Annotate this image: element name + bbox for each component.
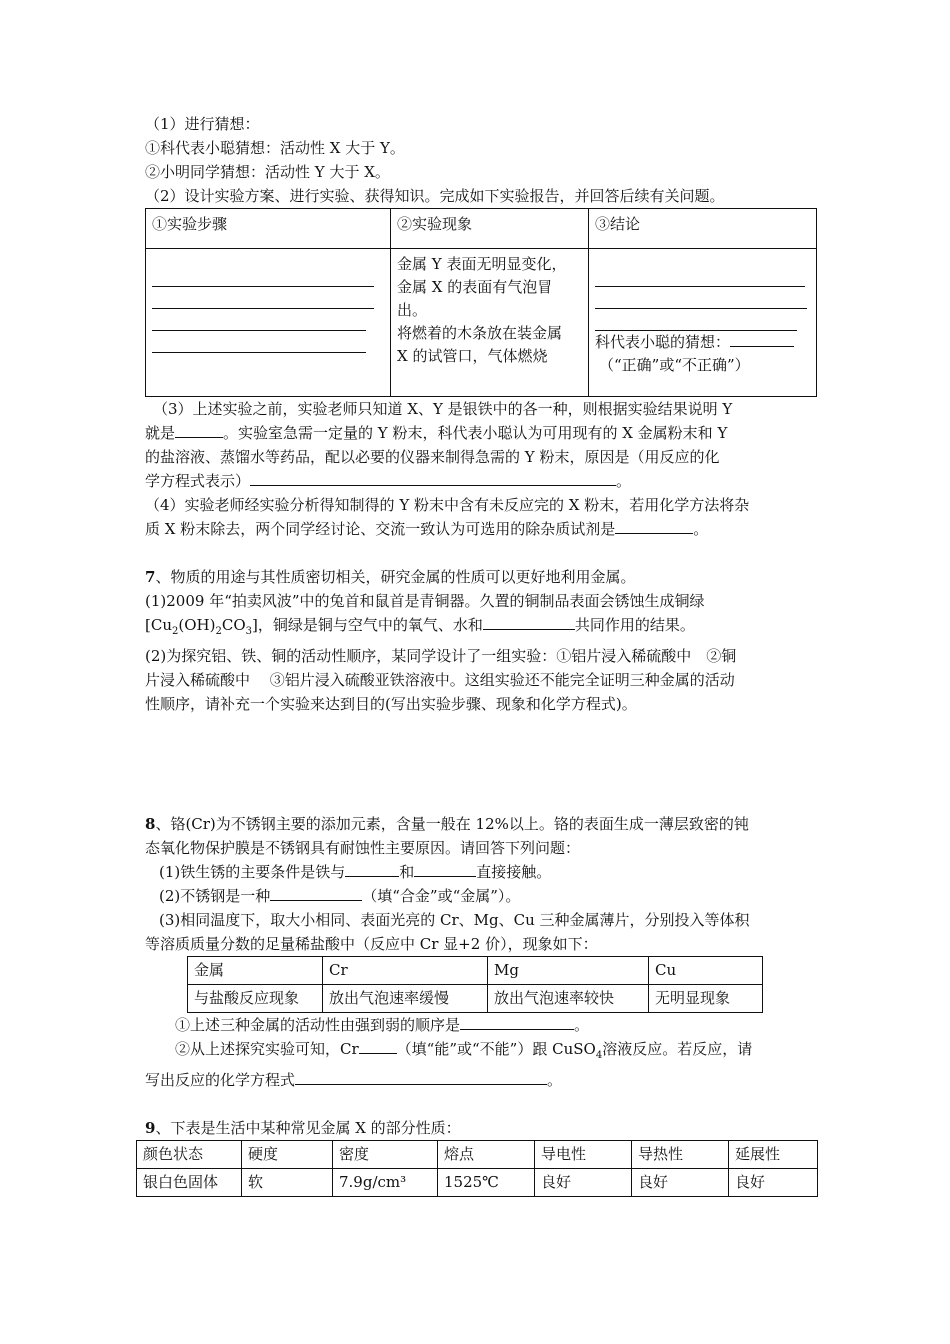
answer-blank[interactable] (175, 422, 223, 438)
table-cell: 放出气泡速率较快 (488, 985, 649, 1013)
formula: [Cu (145, 616, 172, 634)
answer-blank[interactable] (730, 331, 794, 347)
text: （填“能”或“不能”）跟 CuSO (396, 1040, 596, 1058)
answer-blank[interactable] (414, 861, 476, 877)
question-number: 9 (145, 1119, 156, 1137)
table-header-cell: Cu (649, 957, 763, 985)
q8-line-5: (3)相同温度下，取大小相同、表面光亮的 Cr、Mg、Cu 三种金属薄片，分别投入等体积 (159, 911, 750, 929)
formula: (OH) (178, 616, 216, 634)
formula: CO (221, 616, 246, 634)
table-cell: 良好 (632, 1169, 729, 1197)
q7-line-6: 性顺序，请补充一个实验来达到目的(写出实验步骤、现象和化学方程式)。 (145, 695, 637, 713)
text: 共同作用的结果。 (574, 616, 695, 634)
conclusion-options: （“正确”或“不正确”） (599, 356, 750, 374)
phenomenon-line: 金属 X 的表面有气泡冒 (397, 278, 553, 296)
text: ②从上述探究实验可知，Cr (175, 1040, 359, 1058)
part4-line-2 (145, 517, 815, 541)
text: 。 (616, 472, 632, 490)
table-header-cell: 硬度 (242, 1141, 333, 1169)
answer-space[interactable] (145, 716, 815, 812)
text: (2)不锈钢是一种 (159, 887, 271, 905)
phenomenon-line: X 的试管口，气体燃烧 (397, 347, 548, 365)
col-phenomenon-header: ②实验现象 (391, 209, 589, 249)
table-cell: 良好 (535, 1169, 632, 1197)
text: 就是 (145, 424, 176, 442)
answer-blank[interactable] (615, 518, 693, 534)
part4-line-1: （4）实验老师经实验分析得知制得的 Y 粉末中含有未反应完的 X 粉末，若用化学方法将杂 (145, 496, 750, 514)
table-header-cell: 密度 (333, 1141, 438, 1169)
table-header-cell: 导热性 (632, 1141, 729, 1169)
table-header-cell: 颜色状态 (137, 1141, 242, 1169)
guess-heading: （1）进行猜想： (145, 115, 260, 133)
table-cell: 7.9g/cm³ (333, 1169, 438, 1197)
metal-properties-table (136, 1140, 818, 1197)
q8-line-7 (145, 1013, 815, 1037)
table-header-cell: 延展性 (729, 1141, 818, 1169)
table-cell: 软 (242, 1169, 333, 1197)
text: 、铬(Cr)为不锈钢主要的添加元素，含量一般在 12%以上。铬的表面生成一薄层致密的钝 (155, 815, 749, 833)
part3-line-4 (145, 469, 815, 493)
text: 。 (574, 1016, 590, 1034)
subscript: 4 (595, 1050, 603, 1061)
col-conclusion-header: ③结论 (589, 209, 817, 249)
q8-title (145, 812, 815, 836)
text: 直接接触。 (476, 863, 552, 881)
q8-line-6: 等溶质质量分数的足量稀盐酸中（反应中 Cr 显+2 价），现象如下： (145, 935, 598, 953)
phenomenon-cell (391, 249, 589, 397)
text: (1)铁生锈的主要条件是铁与 (159, 863, 346, 881)
q8-line-9 (145, 1068, 815, 1092)
phenomenon-line: 出。 (397, 301, 428, 319)
text: ]，铜绿是铜与空气中的氧气、水和 (252, 616, 483, 634)
experiment-report-table (145, 208, 817, 397)
design-heading: （2）设计实验方案、进行实验、获得知识。完成如下实验报告，并回答后续有关问题。 (145, 187, 725, 205)
answer-blank[interactable] (483, 614, 575, 630)
subscript: 2 (172, 626, 179, 637)
answer-blank[interactable] (345, 861, 399, 877)
table-cell: 与盐酸反应现象 (188, 985, 323, 1013)
text: 。实验室急需一定量的 Y 粉末，科代表小聪认为可用现有的 X 金属粉末和 Y (223, 424, 728, 442)
text: 、下表是生活中某种常见金属 X 的部分性质： (155, 1119, 461, 1137)
text: 和 (399, 863, 415, 881)
answer-blank[interactable] (270, 885, 362, 901)
answer-blank[interactable] (460, 1014, 574, 1030)
guess-2: ②小明同学猜想：活动性 Y 大于 X。 (145, 163, 390, 181)
phenomenon-line: 将燃着的木条放在装金属 (397, 324, 563, 342)
table-header-cell: 熔点 (438, 1141, 535, 1169)
metal-reaction-table (187, 956, 763, 1013)
text: 学方程式表示） (145, 472, 251, 490)
steps-cell[interactable] (146, 249, 391, 397)
conclusion-cell[interactable] (589, 249, 817, 397)
text: 。 (693, 520, 709, 538)
q7-line-4: (2)为探究铝、铁、铜的活动性顺序，某同学设计了一组实验：①铝片浸入稀硫酸中 ②铜 (145, 647, 737, 665)
q8-line-4 (145, 884, 815, 908)
subscript: 2 (215, 626, 222, 637)
text: 质 X 粉末除去，两个同学经讨论、交流一致认为可选用的除杂质试剂是 (145, 520, 616, 538)
text: ①上述三种金属的活动性由强到弱的顺序是 (175, 1016, 461, 1034)
table-header-cell: 金属 (188, 957, 323, 985)
table-cell: 良好 (729, 1169, 818, 1197)
subscript: 3 (245, 626, 252, 637)
phenomenon-line: 金属 Y 表面无明显变化， (397, 255, 567, 273)
guess-1: ①科代表小聪猜想：活动性 X 大于 Y。 (145, 139, 405, 157)
q8-line-8 (145, 1037, 815, 1068)
part3-line-3: 的盐溶液、蒸馏水等药品，配以必要的仪器来制得急需的 Y 粉末，原因是（用反应的化 (145, 448, 720, 466)
q7-line-3 (145, 613, 815, 644)
q7-line-5: 片浸入稀硫酸中 ③铝片浸入硫酸亚铁溶液中。这组实验还不能完全证明三种金属的活动 (145, 671, 735, 689)
table-cell: 1525℃ (438, 1169, 535, 1197)
text: （填“合金”或“金属”）。 (362, 887, 521, 905)
part3-line-1: （3）上述实验之前，实验老师只知道 X、Y 是银铁中的各一种，则根据实验结果说明 Y (153, 400, 733, 418)
col-steps-header: ①实验步骤 (146, 209, 391, 249)
text: 溶液反应。若反应，请 (602, 1040, 753, 1058)
table-cell: 银白色固体 (137, 1169, 242, 1197)
table-header-cell: Mg (488, 957, 649, 985)
q7-title (145, 565, 815, 589)
table-header-cell: 导电性 (535, 1141, 632, 1169)
q7-line-2: (1)2009 年“拍卖风波”中的兔首和鼠首是青铜器。久置的铜制品表面会锈蚀生成铜绿 (145, 592, 705, 610)
q8-line-3 (145, 860, 815, 884)
text: 。 (547, 1071, 563, 1089)
q8-line-2: 态氧化物保护膜是不锈钢具有耐蚀性主要原因。请回答下列问题： (145, 839, 581, 857)
conclusion-text: 科代表小聪的猜想： (595, 333, 731, 351)
text: 、物质的用途与其性质密切相关，研究金属的性质可以更好地利用金属。 (155, 568, 636, 586)
text: 写出反应的化学方程式 (145, 1071, 296, 1089)
part3-line-2 (145, 421, 815, 445)
q9-title (145, 1116, 815, 1140)
document-page (145, 112, 815, 1197)
table-header-cell: Cr (323, 957, 488, 985)
answer-blank[interactable] (359, 1038, 397, 1054)
answer-blank[interactable] (295, 1069, 547, 1085)
table-cell: 无明显现象 (649, 985, 763, 1013)
question-number: 8 (145, 815, 156, 833)
answer-blank[interactable] (250, 470, 616, 486)
question-number: 7 (145, 568, 156, 586)
table-cell: 放出气泡速率缓慢 (323, 985, 488, 1013)
